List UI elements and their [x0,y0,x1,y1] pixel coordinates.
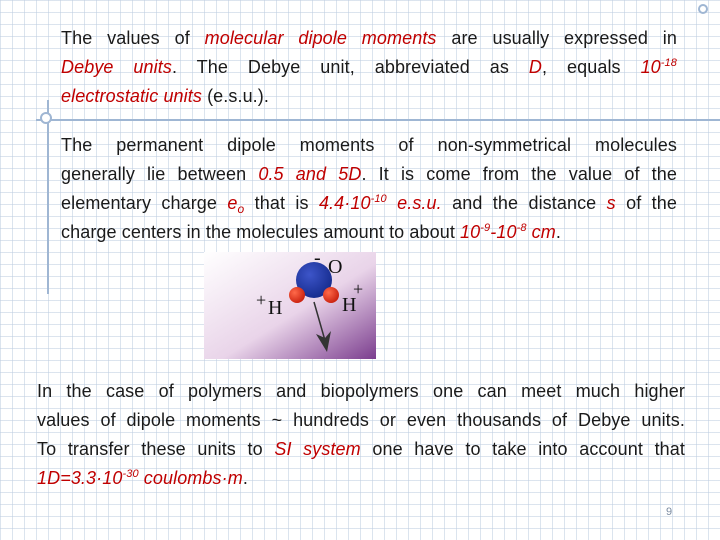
hydrogen-label-left: H [268,297,283,319]
highlight-term: SI system [274,439,361,459]
text: cm [526,222,556,242]
hydrogen-atom-right [323,287,339,303]
highlight-term: Debye units [61,57,172,77]
paragraph-si-conversion [37,377,685,493]
paragraph3-line2: values of dipole moments ~ hundreds or even thousands of Debye units. [37,410,685,430]
paragraph-debye-units [61,24,677,111]
text: . [555,222,561,242]
text: e.s.u. [386,193,442,213]
decorative-ring-icon [40,112,52,124]
highlight-term [227,193,245,216]
paragraph1-line1 [61,24,677,53]
text: . It is come from the value of the [361,164,678,184]
hydrogen-charge-left: + [256,290,267,310]
exponent: -9 [480,222,491,234]
text: , equals [542,57,641,77]
highlight-term: s [606,193,616,213]
exponent: -18 [660,57,677,69]
highlight-value [460,222,556,242]
highlight-term: molecular dipole moments [204,28,437,48]
water-molecule-dipole-figure [204,252,376,359]
oxygen-label: O [328,256,343,278]
paragraph1-line2 [61,53,677,82]
text: charge centers in the molecules amount to about [61,222,461,242]
corner-ring-icon [698,4,708,14]
highlight-term: 0.5 and 5D [258,164,362,184]
exponent: -8 [516,222,527,234]
text: 1D=3.3·10 [37,468,123,488]
hydrogen-label-right: H [342,294,357,316]
text: are usually expressed in [436,28,677,48]
exponent: -10 [370,193,387,205]
text: -10 [490,222,517,242]
paragraph3-line1: In the case of polymers and biopolymers one can meet much higher [37,381,685,401]
highlight-value [37,468,243,488]
exponent: -30 [122,468,139,480]
paragraph-permanent-dipole [61,131,677,247]
paragraph3-line4 [37,464,685,493]
hydrogen-atom-left [289,287,305,303]
text: . The Debye unit, abbreviated as [171,57,529,77]
paragraph3-line3 [37,435,685,464]
decorative-horizontal-rule [36,119,720,121]
text: coulombs·m [138,468,243,488]
page-number: 9 [666,506,673,518]
highlight-term: D [528,57,543,77]
text: that is [244,193,319,213]
text: 10 [640,57,661,77]
text: generally lie between [61,164,259,184]
text: 10 [460,222,481,242]
text: e [227,193,238,213]
text: . [242,468,248,488]
paragraph1-line3 [61,82,677,111]
paragraph2-line2 [61,160,677,189]
text: one have to take into account that [360,439,685,459]
highlight-value [319,193,442,213]
paragraph2-line3 [61,189,677,218]
hydrogen-charge-right: + [353,279,364,299]
paragraph2-line1: The permanent dipole moments of non-symmetrical molecules [61,135,677,155]
text: To transfer these units to [37,439,275,459]
text: (e.s.u.). [201,86,269,106]
text: The values of [61,28,205,48]
text: elementary charge [61,193,228,213]
subscript: o [237,202,245,216]
oxygen-charge: - [314,252,321,269]
water-molecule-svg [204,252,376,359]
text: 4.4·10 [318,193,371,213]
paragraph2-line4 [61,218,677,247]
text: and the distance [441,193,607,213]
highlight-value [641,57,677,77]
text: of the [615,193,677,213]
decorative-vertical-rule [47,100,49,294]
highlight-term: electrostatic units [61,86,202,106]
